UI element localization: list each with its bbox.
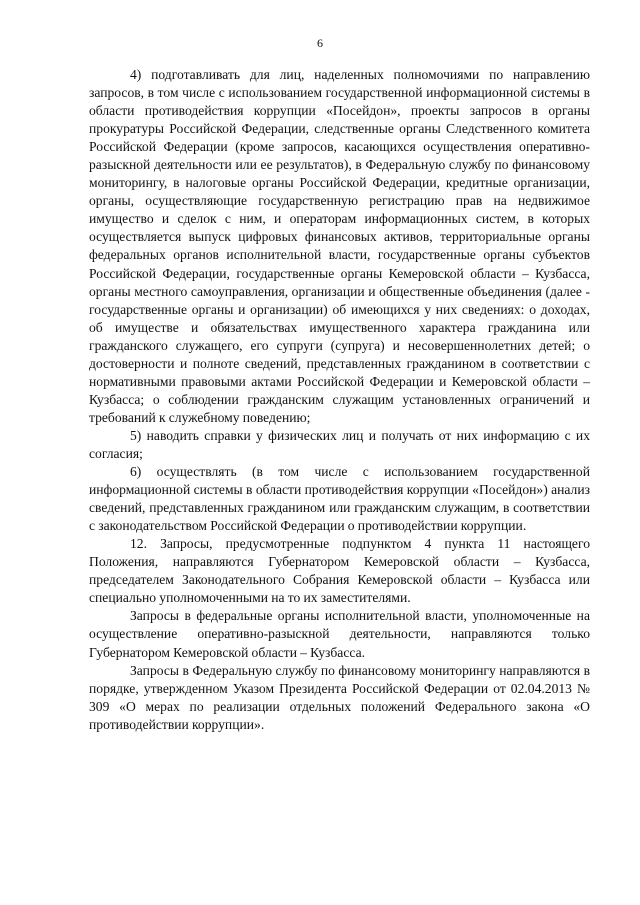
- paragraph-item-12: 12. Запросы, предусмотренные подпунктом 4 пункта 11 настоящего Положения, направляются Губернатором Кемеровской области – Кузбасса, председателем Законодательного Собрания Кемеровской области – Кузбасса или специально уполномоченными на то их заместителями.: [89, 536, 590, 606]
- paragraph-subitem-6: 6) осуществлять (в том числе с использованием государственной информационной системы в области противодействия коррупции «Посейдон») анализ сведений, представленных гражданином или гражданским служащим, в соответствии с законодательством Российской Федерации о противодействии коррупции.: [89, 464, 590, 534]
- paragraph-federal-bodies-requests: Запросы в федеральные органы исполнительной власти, уполномоченные на осуществление оперативно-разыскной деятельности, направляются только Губернатором Кемеровской области – Кузбасса.: [89, 608, 590, 660]
- paragraph-subitem-5: 5) наводить справки у физических лиц и получать от них информацию с их согласия;: [89, 427, 590, 461]
- paragraph-financial-monitoring-requests: Запросы в Федеральную службу по финансовому мониторингу направляются в порядке, утвержденном Указом Президента Российской Федерации от 02.04.2013 № 309 «О мерах по реализации отдельных положений Федерального закона «О противодействии коррупции».: [89, 662, 590, 732]
- paragraph-subitem-4: 4) подготавливать для лиц, наделенных полномочиями по направлению запросов, в том числе с использованием государственной информационной системы в области противодействия коррупции «Посейдон», проекты запросов в органы прокуратуры Российской Федерации, следственные органы Следственного комитета Российской Федерации (кроме запросов, касающихся осуществления оперативно-разыскной деятельности или ее результатов), в Федеральную службу по финансовому мониторингу, в налоговые органы Российской Федерации, кредитные организации, органы, осуществляющие государственную регистрацию прав на недвижимое имущество и сделок с ним, и операторам информационных систем, в которых осуществляется выпуск цифровых финансовых активов, территориальные органы федеральных органов исполнительной власти, государственные органы субъектов Российской Федерации, государственные органы Кемеровской области – Кузбасса, органы местного самоуправления, организации и общественные объединения (далее - государственные органы и организации) об имеющихся у них сведениях: о доходах, об имуществе и обязательствах имущественного характера гражданина или гражданского служащего, его супруги (супруга) и несовершеннолетних детей; о достоверности и полноте сведений, представленных гражданином в соответствии с нормативными правовыми актами Российской Федерации и Кемеровской области – Кузбасса; о соблюдении гражданским служащим установленных ограничений и требований к служебному поведению;: [89, 67, 590, 425]
- document-body: [89, 66, 590, 734]
- page-number: 6: [317, 36, 323, 50]
